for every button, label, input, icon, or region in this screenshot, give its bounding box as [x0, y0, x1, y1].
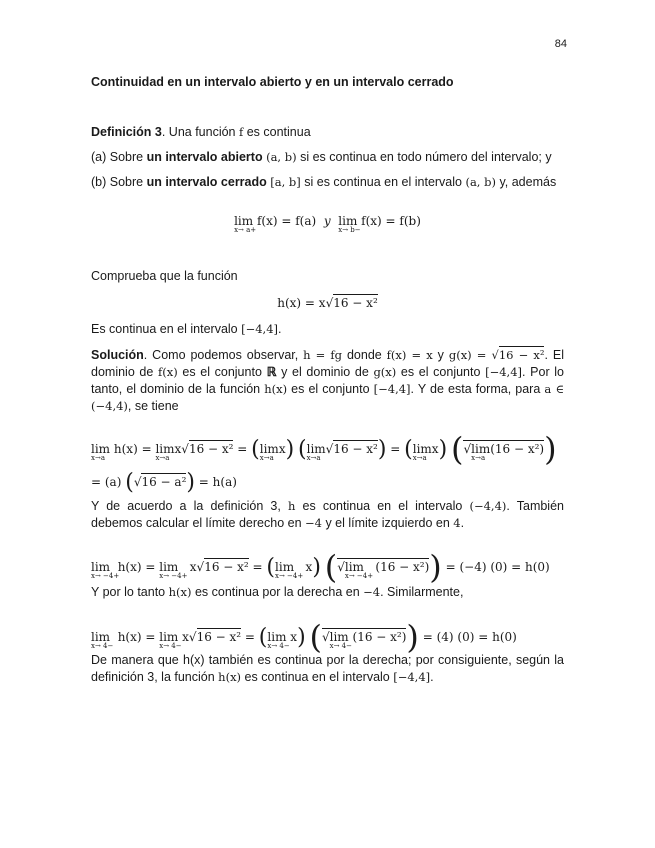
lim-text: lim — [91, 442, 111, 456]
text: . Similarmente, — [380, 585, 464, 599]
math: h(x) — [168, 585, 192, 599]
math: (−4,4) — [469, 499, 507, 513]
math: g(x) — [373, 365, 397, 379]
lim-text: lim — [91, 630, 111, 644]
radicand: 16 − x² — [494, 442, 540, 456]
limit-equation-3: lim x→ −4+ h(x) = lim x→ −4+ x√16 − x² = (lim x→ −4+ x) (√lim x→ −4+ (16 − x²)) = (−4) (0) = h(0) — [91, 548, 550, 586]
item-text: (a) Sobre — [91, 150, 147, 164]
definition-title: Definición 3 — [91, 125, 162, 139]
radicand: 16 − x² — [204, 560, 249, 574]
limit-subscript: x→ b− — [338, 226, 361, 234]
lim-text: lim — [471, 442, 491, 456]
limit-operator — [91, 630, 114, 650]
limit-operator — [159, 630, 182, 650]
limit-operator — [412, 442, 432, 462]
definition-equation — [91, 214, 564, 234]
expr: x — [431, 442, 439, 456]
math: a ∈ (−4,4) — [91, 382, 564, 413]
check-text: Comprueba que la función — [91, 269, 238, 283]
text: . — [430, 670, 434, 684]
math: h(x) — [264, 382, 288, 396]
text: Es continua en el intervalo — [91, 322, 242, 336]
limit-subscript: x→a — [91, 454, 105, 462]
limit-subscript: x→a — [412, 454, 427, 462]
radicand: (16 − x²) — [352, 630, 407, 644]
item-text: (b) Sobre — [91, 175, 147, 189]
math: [−4,4] — [485, 365, 523, 379]
math: h — [287, 499, 296, 513]
sqrt-sign: √ — [491, 348, 499, 362]
limit-equation-4: lim x→ 4− h(x) = lim x→ 4− x√16 − x² = (lim x→ 4− x) (√lim x→ 4− (16 − x²)) = (4) (0) = h(0) — [91, 618, 517, 656]
definition-item-b — [91, 174, 564, 191]
limit-subscript: x→ 4− — [329, 642, 352, 650]
math: h = fg — [303, 348, 343, 362]
formula-left: h(x) = x — [277, 296, 326, 310]
text: Y de acuerdo a la definición 3, — [91, 499, 288, 513]
limit-subscript: x→ 4− — [91, 642, 114, 650]
math: 4 — [453, 516, 461, 530]
lim-text: lim — [259, 442, 279, 456]
radicand: 16 − x² — [333, 296, 378, 310]
text: es el conjunto — [177, 365, 267, 379]
lim-text: lim — [159, 630, 179, 644]
limit-operator: lim x→ a+ — [234, 214, 253, 228]
paragraph-mid — [91, 498, 564, 532]
lim-text: lim — [344, 560, 364, 574]
limit-operator — [329, 630, 352, 650]
limit-subscript: x→ a+ — [234, 226, 257, 234]
lim-text: lim — [159, 560, 179, 574]
continuity-statement — [91, 321, 564, 338]
limit-subscript: x→a — [471, 454, 486, 462]
math: g(x) = — [448, 348, 492, 362]
math: f(x) — [158, 365, 178, 379]
math-interval: (a, b) — [465, 175, 496, 189]
paragraph-right — [91, 584, 564, 601]
limit-operator — [259, 442, 279, 462]
lim-text: lim — [412, 442, 432, 456]
limit-subscript: x→ −4+ — [275, 572, 304, 580]
equals: = — [233, 442, 252, 456]
text: . Como podemos observar, — [143, 348, 304, 362]
text: y — [432, 348, 449, 362]
lim-text: lim — [91, 560, 111, 574]
limit-subscript: x→ 4− — [159, 642, 182, 650]
expr: x — [305, 560, 313, 574]
text: es el conjunto — [287, 382, 374, 396]
definition-intro — [91, 124, 564, 141]
item-text: si es continua en el intervalo — [300, 175, 466, 189]
limit-subscript: x→ 4− — [267, 642, 290, 650]
expr: x — [182, 630, 189, 644]
text: es continua por la derecha en — [191, 585, 364, 599]
math: h(x) — [218, 670, 242, 684]
radicand: 16 − x² — [333, 442, 378, 456]
period: . — [278, 322, 282, 336]
expr: = h(a) — [194, 475, 237, 489]
limit-subscript: x→a — [259, 454, 274, 462]
math: f(x) = x — [386, 348, 433, 362]
limit-operator — [275, 560, 304, 580]
limit-subscript: x→ −4+ — [159, 572, 188, 580]
limit-operator — [91, 442, 111, 462]
expr: h(x) = — [117, 560, 160, 574]
limit-subscript: x→a — [306, 454, 321, 462]
math: [−4,4] — [373, 382, 411, 396]
lim-text: lim — [306, 442, 326, 456]
text: es continua en el intervalo — [241, 670, 394, 684]
expr: x — [174, 442, 182, 456]
limit-subscript: x→a — [155, 454, 170, 462]
radicand: 16 − x² — [196, 630, 242, 644]
radicand: 16 − x² — [498, 348, 545, 362]
text: Y por lo tanto — [91, 585, 169, 599]
math: [−4,4] — [393, 670, 431, 684]
limit-operator: lim x→ b− — [338, 214, 357, 228]
result: = (4) (0) = h(0) — [418, 630, 517, 644]
paragraph-conclusion — [91, 652, 564, 686]
check-formula: h(x) = x√16 − x² — [277, 296, 378, 310]
expr: h(x) = — [113, 442, 156, 456]
math-interval: [a, b] — [270, 175, 301, 189]
definition-text: es continua — [243, 125, 311, 139]
limit-operator — [159, 560, 188, 580]
equals: = — [386, 442, 405, 456]
limit-operator — [344, 560, 374, 580]
text: y el límite izquierdo en — [321, 516, 454, 530]
expr: x — [189, 560, 197, 574]
lim-text: lim — [329, 630, 349, 644]
text: es el conjunto — [396, 365, 486, 379]
lim-text: lim — [155, 442, 175, 456]
text: . Por lo tanto, el dominio de la función — [91, 365, 564, 396]
text: donde — [342, 348, 387, 362]
radicand: 16 − x² — [188, 442, 234, 456]
item-bold: un intervalo cerrado — [146, 175, 267, 189]
limit-subscript: x→ −4+ — [344, 572, 374, 580]
definition-text: . Una función — [161, 125, 239, 139]
section-heading: Continuidad en un intervalo abierto y en un intervalo cerrado — [91, 75, 454, 89]
text: es continua en el intervalo — [295, 499, 470, 513]
lim-text: lim — [267, 630, 287, 644]
limit-equation-2: = (a) (√16 − a²) = h(a) — [91, 470, 237, 495]
radicand: 16 − a² — [141, 475, 187, 489]
text: . El dominio de — [91, 348, 564, 379]
math: −4 — [363, 585, 381, 599]
radicand: (16 − x²) — [375, 560, 430, 574]
item-text: y, además — [495, 175, 557, 189]
solution-paragraph — [91, 347, 564, 415]
limit-operator — [155, 442, 175, 462]
limit-equation-1: lim x→a h(x) = lim x→a x√16 − x² = (lim x→a x) (lim x→a √16 − x²) = (lim x→a x) (√lim x→a (16 − x²)) — [91, 430, 557, 468]
definition-item-a — [91, 149, 564, 166]
expr: x — [278, 442, 286, 456]
limit-subscript: x→ −4+ — [91, 572, 120, 580]
eq-y: y — [323, 214, 331, 228]
eq-right: f(x) = f(a) — [256, 214, 317, 228]
result: = (−4) (0) = h(0) — [441, 560, 550, 574]
limit-operator — [267, 630, 290, 650]
real-set: ℝ — [266, 365, 277, 379]
math-f: f — [238, 125, 244, 139]
expr: h(x) = — [117, 630, 160, 644]
text: . También debemos calcular el límite derecho en — [91, 499, 564, 530]
eq-left: f(x) = f(b) — [361, 214, 421, 228]
page-number: 84 — [554, 38, 567, 50]
math: −4 — [305, 516, 322, 530]
item-text: si es continua en todo número del intervalo; y — [296, 150, 552, 164]
expr: = (a) — [91, 475, 122, 489]
text: y el dominio de — [276, 365, 374, 379]
limit-operator — [471, 442, 491, 462]
math-interval: (a, b) — [266, 150, 297, 164]
lim-text: lim — [275, 560, 295, 574]
limit-operator — [91, 560, 120, 580]
text: De manera que h(x) también es continua por la derecha; por consiguiente, según la definición 3, la función — [91, 653, 564, 684]
expr: x — [290, 630, 298, 644]
solution-label: Solución — [91, 348, 144, 362]
text: . Y de esta forma, para — [410, 382, 545, 396]
item-bold: un intervalo abierto — [146, 150, 263, 164]
math-interval: [−4,4] — [241, 322, 278, 336]
text: , se tiene — [127, 399, 179, 413]
limit-operator — [306, 442, 326, 462]
text: . — [460, 516, 465, 530]
